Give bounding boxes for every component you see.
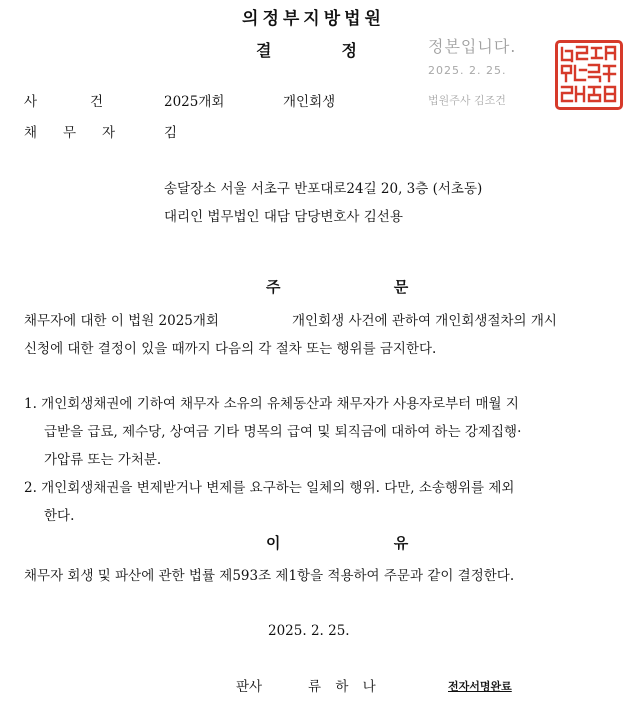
order-section-title: 주 문 [266, 278, 463, 296]
order-intro-line2: 신청에 대한 결정이 있을 때까지 다음의 각 절차 또는 행위를 금지한다. [24, 341, 437, 357]
decision-date: 2025. 2. 25. [268, 623, 350, 639]
order-item2-line1: 2. 개인회생채권을 변제받거나 변제를 요구하는 일체의 행위. 다만, 소송행위를 제외 [24, 480, 515, 496]
document-title: 결정 [256, 41, 427, 60]
certified-copy-stamp: 정본입니다. [428, 37, 517, 56]
court-seal-icon [555, 40, 623, 110]
electronic-signature-mark: 전자서명완료 [448, 680, 512, 693]
delivery-address: 송달장소 서울 서초구 반포대로24길 20, 3층 (서초동) [164, 181, 483, 197]
order-item1-line3: 가압류 또는 가처분. [44, 452, 162, 468]
debtor-name: 김 [164, 125, 178, 141]
certification-date: 2025. 2. 25. [428, 64, 507, 77]
case-label-char: 사 [24, 94, 38, 110]
order-item2-line2: 한다. [44, 508, 75, 524]
legal-representative: 대리인 법무법인 대담 담당변호사 김선용 [164, 209, 403, 225]
certifying-clerk: 법원주사 김조건 [428, 94, 506, 107]
reason-section-title: 이 유 [266, 534, 463, 552]
order-item1-line2: 급받을 급료, 제수당, 상여금 기타 명목의 급여 및 퇴직금에 대하여 하는 강제집행· [44, 424, 522, 440]
order-item1-line1: 1. 개인회생채권에 기하여 채무자 소유의 유체동산과 채무자가 사용자로부터 매월 지 [24, 396, 519, 412]
judge-label: 판사 [236, 679, 263, 695]
case-label: 사 건 [24, 90, 124, 110]
order-intro-line1b: 개인회생 사건에 관하여 개인회생절차의 개시 [292, 313, 557, 329]
reason-text: 채무자 회생 및 파산에 관한 법률 제593조 제1항을 적용하여 주문과 같이 결정한다. [24, 568, 515, 584]
judge-name: 류 하 나 [308, 679, 376, 695]
court-name: 의정부지방법원 [242, 9, 385, 29]
order-intro-line1a: 채무자에 대한 이 법원 2025개회 [24, 313, 219, 329]
case-number: 2025개회 [164, 94, 225, 110]
case-type: 개인회생 [283, 94, 336, 110]
debtor-label: 채 무 자 [24, 125, 116, 141]
